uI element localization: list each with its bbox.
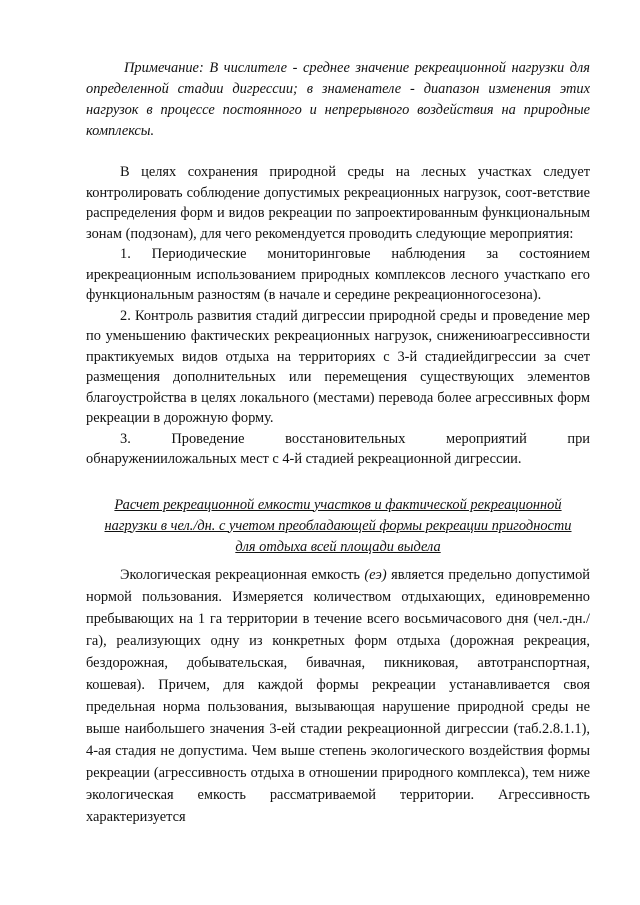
intro-paragraph: В целях сохранения природной среды на лесных участках следует контролировать соблюдение допустимых рекреационных нагрузок, соот-ветствие распределения форм и видов рекреации по запроектированным функциональным зонам (подзонам), для чего рекомендуется проводить следующие мероприятия: <box>86 164 590 242</box>
table-note: Примечание: В числителе - среднее значение рекреационной нагрузки для определенной стадии дигрессии; в знаменателе - диапазон изменения этих нагрузок в процессе постоянного и непрерывного воздействия на природные комплексы. <box>86 60 590 139</box>
section-heading: Расчет рекреационной емкости участков и фактической рекреационной нагрузки в чел./дн. с учетом преобладающей формы рекреации пригодности для отдыха всей площади выдела <box>104 496 572 555</box>
eco-text-rest: является предельно допустимой нормой пользования. Измеряется количеством отдыхающих, единовременно пребывающих на 1 га территории в течение всего восьмичасового дня (чел.-дн./га), реализующих одну из конкретных форм отдыха (дорожная рекреация, бездорожная, добывательская, бивачная, пикниковая, автотранспортная, кошевая). Причем, для каждой формы рекреации устанавливается своя предельная норма пользования, вызывающая нарушение природной среды не выше наибольшего значения 3-ей стадии рекреационной дигрессии (таб.2.8.1.1), 4-ая стадия не допустима. Чем выше степень экологического воздействия формы рекреации (агрессивность отдыха в отношении природного комплекса), тем ниже экологическая емкость рассматриваемой территории. Агрессивность характеризуется <box>86 566 590 825</box>
measure-item-2: 2. Контроль развития стадий дигрессии природной среды и проведение мер по уменьшению фактических рекреационных нагрузок, снижениюагрессивности практикуемых видов отдыха на территориях с 3-й стадиейдигрессии за счет размещения дополнительных или перемещения существующих элементов благоустройства в целях локального (местами) перевода более агрессивных форм рекреации в дорожную форму. <box>86 307 590 426</box>
measure-item-3: 3. Проведение восстановительных мероприятий при обнаруженииложальных мест с 4-й стадией рекреационной дигрессии. <box>86 430 590 467</box>
eco-text-start: Экологическая рекреационная емкость <box>120 566 365 583</box>
ecological-capacity-paragraph <box>86 564 590 828</box>
eco-symbol: (eэ) <box>364 566 387 583</box>
measure-item-1: 1. Периодические мониторинговые наблюдения за состоянием ирекреационным использованием природных комплексов лесного участкапо его функциональным разностям (в начале и середине рекреационногосезона). <box>86 246 590 303</box>
